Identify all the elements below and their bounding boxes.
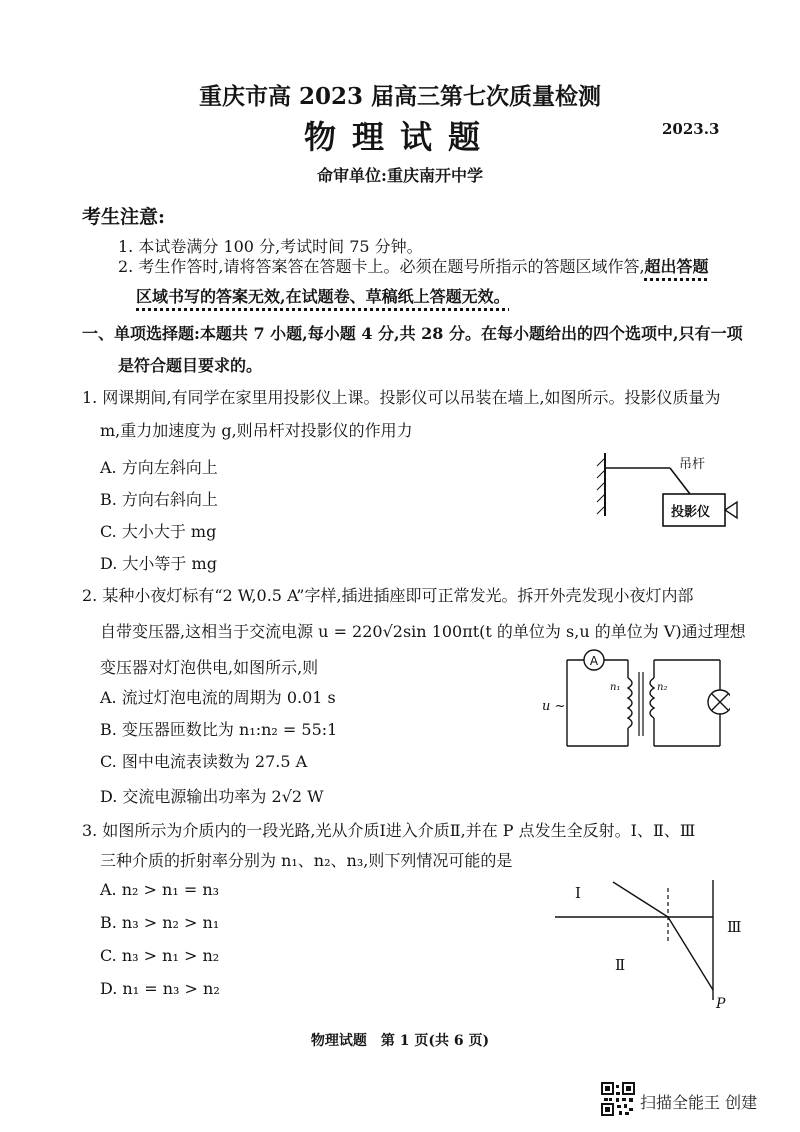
n1-label: n₁ bbox=[610, 682, 621, 693]
q2-option-c: C. 图中电流表读数为 27.5 A bbox=[100, 752, 308, 771]
q3-option-b: B. n₃ > n₂ > n₁ bbox=[100, 913, 220, 932]
notice-item-2-emphasis-a: 超出答题 bbox=[644, 257, 709, 276]
q2-option-b: B. 变压器匝数比为 n₁:n₂ = 55:1 bbox=[100, 720, 338, 739]
q3-option-c: C. n₃ > n₁ > n₂ bbox=[100, 946, 220, 965]
q3-stem-line2: 三种介质的折射率分别为 n₁、n₂、n₃,则下列情况可能的是 bbox=[100, 851, 513, 870]
rod-label: 吊杆 bbox=[679, 457, 706, 472]
subject-title: 物理试题 bbox=[303, 118, 496, 156]
q2-stem-line2: 自带变压器,这相当于交流电源 u = 220√2sin 100πt(t 的单位为 s,u 的单位为 V)通过理想 bbox=[100, 622, 746, 641]
notice-item-2 bbox=[118, 254, 709, 277]
notice-heading: 考生注意: bbox=[82, 206, 166, 228]
refracted-ray bbox=[668, 917, 713, 990]
point-p-label: P bbox=[716, 996, 726, 1012]
notice-item-1: 1. 本试卷满分 100 分,考试时间 75 分钟。 bbox=[118, 237, 423, 256]
n2-label: n₂ bbox=[657, 682, 668, 693]
q1-stem-line2: m,重力加速度为 g,则吊杆对投影仪的作用力 bbox=[100, 421, 413, 440]
q1-stem-line1: 1. 网课期间,有同学在家里用投影仪上课。投影仪可以吊装在墙上,如图所示。投影仪质量为 bbox=[82, 388, 721, 407]
q2-circuit-figure bbox=[540, 648, 730, 748]
q3-option-a: A. n₂ > n₁ = n₃ bbox=[100, 880, 220, 899]
setter-unit: 命审单位:重庆南开中学 bbox=[317, 166, 483, 185]
lamp-icon bbox=[708, 690, 730, 714]
q3-optics-figure bbox=[555, 870, 755, 1020]
q1-figure bbox=[595, 448, 745, 543]
q1-option-a: A. 方向左斜向上 bbox=[100, 458, 218, 477]
q2-option-a: A. 流过灯泡电流的周期为 0.01 s bbox=[100, 688, 336, 707]
section1-line2: 是符合题目要求的。 bbox=[118, 356, 263, 375]
incident-ray bbox=[613, 882, 668, 917]
notice-item-2-emphasis-b: 区域书写的答案无效,在试题卷、草稿纸上答题无效。 bbox=[136, 287, 510, 306]
medium-iii-label: Ⅲ bbox=[727, 918, 742, 936]
section1-line1: 一、单项选择题:本题共 7 小题,每小题 4 分,共 28 分。在每小题给出的四个选项中,只有一项 bbox=[82, 324, 743, 343]
exam-date: 2023.3 bbox=[662, 120, 720, 138]
notice-item-2-cont bbox=[136, 284, 510, 307]
q3-option-d: D. n₁ = n₃ > n₂ bbox=[100, 979, 220, 998]
source-label: u ~ bbox=[542, 699, 566, 714]
notice-item-2-text: 2. 考生作答时,请将答案答在答题卡上。必须在题号所指示的答题区域作答, bbox=[118, 257, 645, 276]
ammeter-label: A bbox=[589, 654, 599, 668]
scanner-watermark: 扫描全能王 创建 bbox=[640, 1093, 758, 1112]
medium-ii-label: Ⅱ bbox=[615, 956, 626, 974]
page-footer: 物理试题 第 1 页(共 6 页) bbox=[310, 1033, 490, 1049]
q1-option-b: B. 方向右斜向上 bbox=[100, 490, 218, 509]
q2-option-d: D. 交流电源输出功率为 2√2 W bbox=[100, 787, 324, 806]
q2-stem-line3: 变压器对灯泡供电,如图所示,则 bbox=[100, 658, 319, 677]
q3-stem-line1: 3. 如图所示为介质内的一段光路,光从介质Ⅰ进入介质Ⅱ,并在 P 点发生全反射。Ⅰ、Ⅱ、Ⅲ bbox=[82, 821, 696, 840]
exam-title: 重庆市高 2023 届高三第七次质量检测 bbox=[198, 83, 602, 110]
secondary-coil bbox=[650, 678, 654, 718]
projector-label: 投影仪 bbox=[671, 505, 711, 520]
qr-code-icon bbox=[601, 1082, 635, 1116]
q2-stem-line1: 2. 某种小夜灯标有“2 W,0.5 A”字样,插进插座即可正常发光。拆开外壳发现小夜灯内部 bbox=[82, 586, 694, 605]
q1-option-d: D. 大小等于 mg bbox=[100, 554, 217, 573]
medium-i-label: Ⅰ bbox=[575, 884, 581, 902]
q1-option-c: C. 大小大于 mg bbox=[100, 522, 217, 541]
projector-lens bbox=[725, 502, 737, 518]
primary-coil bbox=[628, 678, 632, 728]
